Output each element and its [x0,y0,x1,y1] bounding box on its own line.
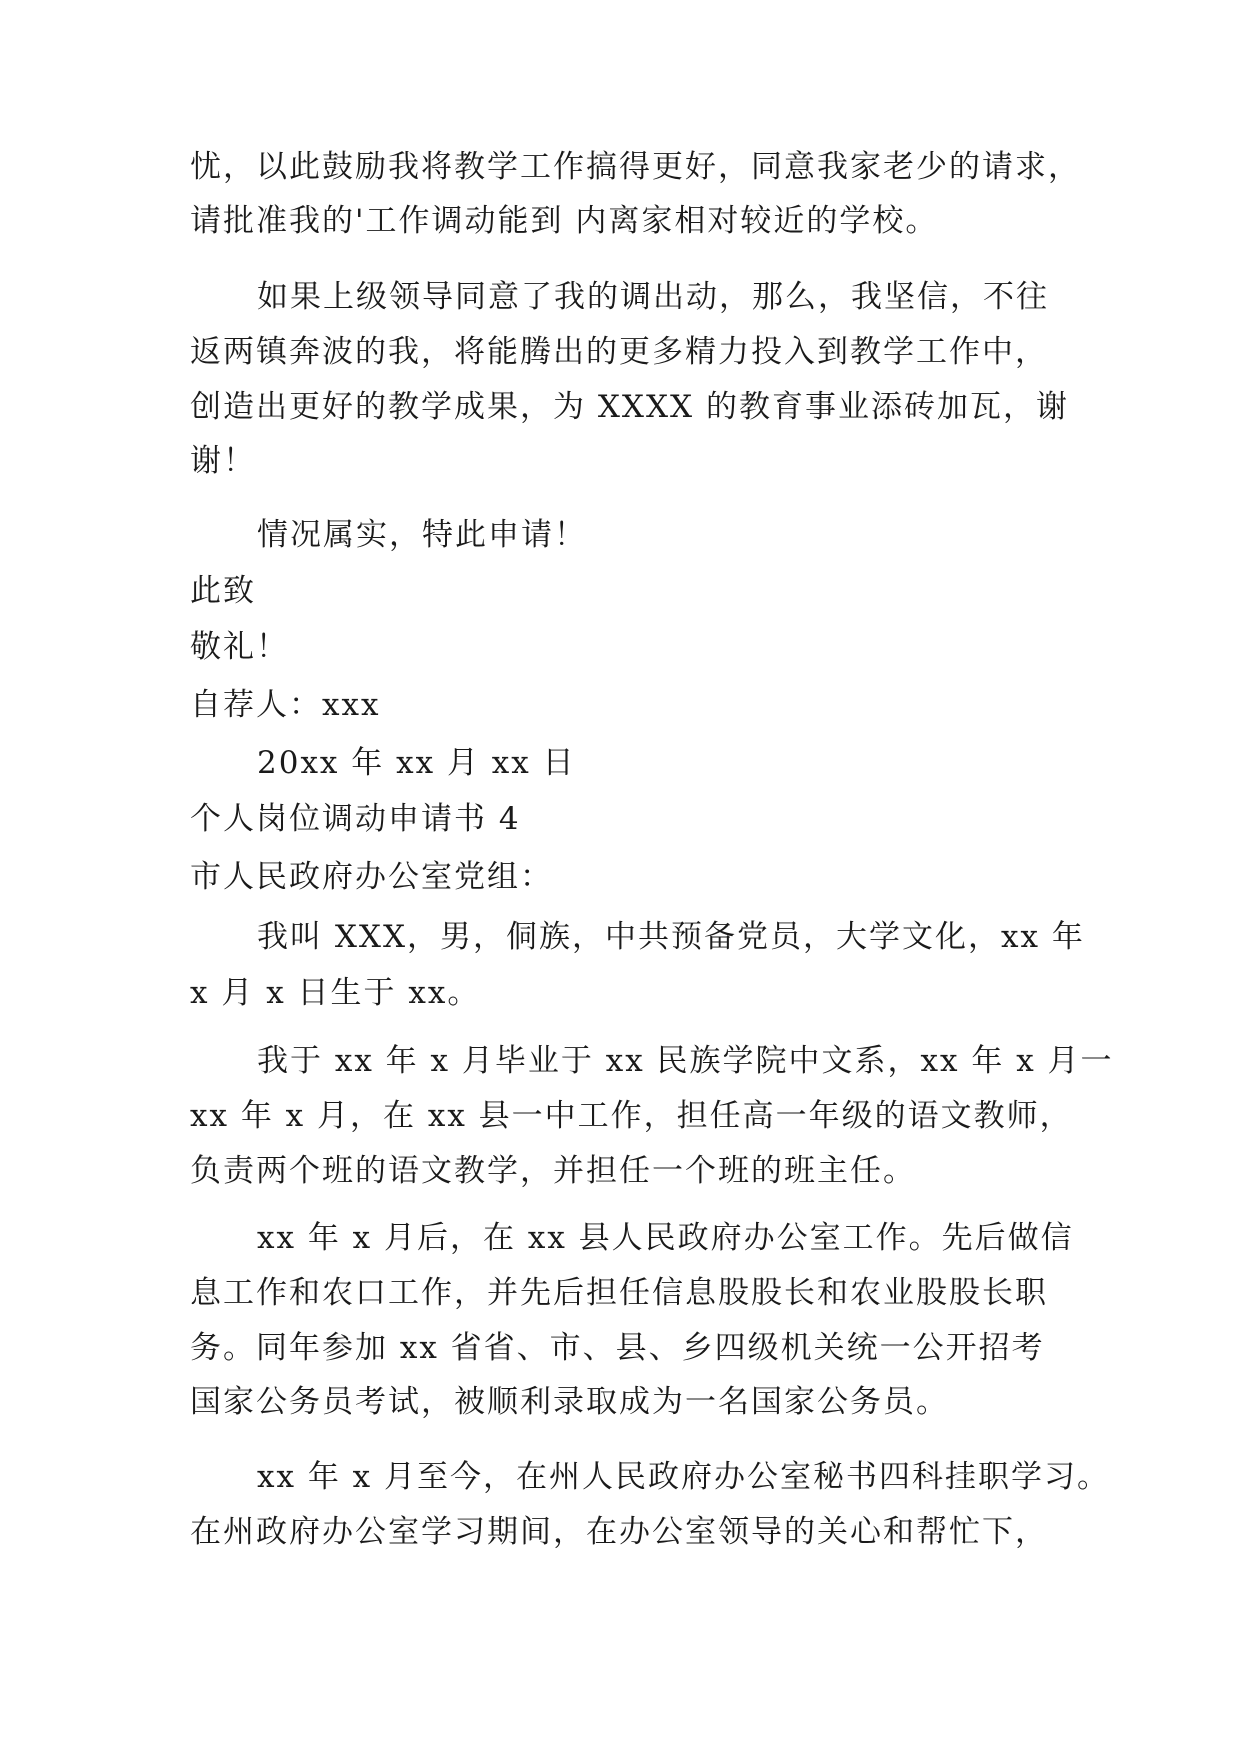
paragraph-line: 情况属实，特此申请！ [257,517,587,553]
paragraph-line: xx 年 x 月至今，在州人民政府办公室秘书四科挂职学习。 [257,1459,1111,1495]
text-line: 务。同年参加 xx 省省、市、县、乡四级机关统一公开招考 [190,1330,1045,1366]
text-line: 谢！ [190,443,256,479]
closing-line: 敬礼！ [190,629,289,665]
paragraph-line: 如果上级领导同意了我的调出动，那么，我坚信，不往 [257,279,1049,315]
date-line: 20xx 年 xx 月 xx 日 [257,745,576,781]
paragraph-line: xx 年 x 月后，在 xx 县人民政府办公室工作。先后做信 [257,1220,1074,1256]
text-line: 忧，以此鼓励我将教学工作搞得更好，同意我家老少的请求， [190,149,1081,185]
signature-line: 自荐人：xxx [190,687,381,723]
text-line: 返两镇奔波的我，将能腾出的更多精力投入到教学工作中， [190,334,1048,370]
salutation-line: 市人民政府办公室党组： [190,859,553,895]
text-line: 国家公务员考试，被顺利录取成为一名国家公务员。 [190,1384,949,1420]
text-line: x 月 x 日生于 xx。 [190,975,481,1011]
text-line: 请批准我的'工作调动能到 内离家相对较近的学校。 [190,203,939,239]
text-line: 息工作和农口工作，并先后担任信息股股长和农业股股长职 [190,1275,1048,1311]
text-line: 负责两个班的语文教学，并担任一个班的班主任。 [190,1153,916,1189]
paragraph-line: 我于 xx 年 x 月毕业于 xx 民族学院中文系，xx 年 x 月一 [257,1043,1114,1079]
closing-line: 此致 [190,573,256,609]
text-line: xx 年 x 月，在 xx 县一中工作，担任高一年级的语文教师， [190,1098,1073,1134]
text-line: 在州政府办公室学习期间，在办公室领导的关心和帮忙下， [190,1514,1048,1550]
paragraph-line: 我叫 XXX，男，侗族，中共预备党员，大学文化，xx 年 [257,919,1085,955]
text-line: 创造出更好的教学成果，为 XXXX 的教育事业添砖加瓦，谢 [190,389,1069,425]
section-title: 个人岗位调动申请书 4 [190,801,521,837]
